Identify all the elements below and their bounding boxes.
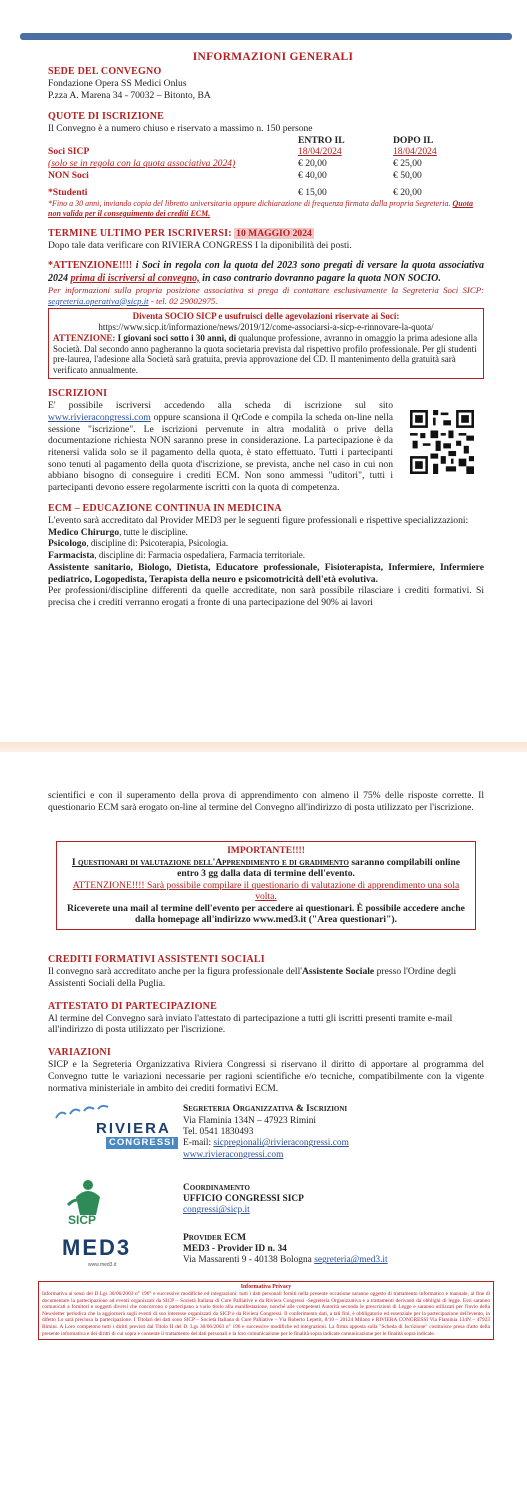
general-title: INFORMAZIONI GENERALI (192, 51, 354, 63)
importante-title: IMPORTANTE!!!! (227, 845, 305, 857)
termine-text: Dopo tale data verificare con RIVIERA CONGRESS I la diponibilità dei posti. (48, 239, 352, 251)
attestato-text: Al termine del Convegno sarà inviato l'attestato di partecipazione a tutti gli iscritti presenti tramite e-mail all'indirizzo di posta utilizzato per l'iscrizione. (48, 1012, 453, 1036)
segreteria-soci-email[interactable]: segreteria.operativa@sicp.it (48, 295, 149, 306)
importante-l2: ATTENZIONE!!!! Sarà possibile compilare il questionario di valutazione di apprendimento una sola volta. (72, 879, 460, 903)
med3-logo: MED3 www.med3.it (62, 1234, 132, 1268)
col-dopo: DOPO IL (393, 134, 434, 146)
coordinamento-row (48, 1175, 484, 1227)
socio-url[interactable]: https://www.sicp.it/informazione/news/2019/12/come-associarsi-a-sicp-e-rinnovare-la-quota/ (98, 322, 434, 333)
sede-heading: SEDE DEL CONVEGNO (48, 66, 162, 78)
studenti-row (48, 187, 484, 199)
variazioni-section (48, 1047, 484, 1094)
importante-box (56, 841, 476, 930)
date-dopo: 18/04/2024 (393, 146, 437, 158)
ecm-p1: Per professioni/discipline differenti da quelle accreditate, non sarà possibile rilasciare i crediti formativi. Si precisa che i crediti verranno erogati a fronte di una partecipazione del 90% ai lavori (48, 585, 484, 608)
variazioni-text: SICP e la Segreteria Organizzativa Riviera Congressi si riservano il diritto di apportare al programma del Convegno tutte le variazioni necessarie per ragioni scientifiche e/o tecniche, compatibilmente con la vigente normativa ministeriale in ambito dei crediti formativi ECM. (48, 1059, 484, 1094)
sicp-logo: SICP (48, 1175, 183, 1227)
nonsoci-entro: € 40,00 (298, 169, 327, 181)
studenti-dopo: € 20,00 (393, 187, 422, 199)
segreteria-site-link[interactable]: www.rivieracongressi.com (183, 1149, 284, 1160)
termine-section (48, 228, 484, 252)
segreteria-info: Segreteria Organizzativa & Iscrizioni Via Flaminia 134N – 47923 Rimini Tel. 0541 1830493 E-mail: sicpregionali@rivieracongressi.com www.rivieracongressi.com (183, 1104, 349, 1160)
iscrizioni-text: E' possibile iscriversi accedendo alla scheda di iscrizione sul sito www.rivieracongressi.com oppure scansiona il QrCode e compila la scheda on-line nella sessione "iscrizione". Le iscrizioni pervenute in altra modalità o prive della documentazione richiesta NON saranno prese in considerazione. La partecipazione è da ritenersi valida solo se il pagamento della quota, è stato effettuato. Tutti i partecipanti sono tenuti al pagamento della quota d'iscrizione, se prevista, anche nel caso in cui non abbiano bisogno di conseguire i crediti ECM. Non sono ammessi "uditori", tutti i partecipanti devono essere regolarmente iscritti con la quota di competenza. (48, 400, 393, 494)
quote-heading: QUOTE DI ISCRIZIONE (48, 110, 165, 122)
termine-date: 10 MAGGIO 2024 (236, 227, 312, 239)
studenti-entro: € 15,00 (298, 187, 327, 199)
page-two (42, 790, 490, 1340)
riviera-site-link[interactable]: www.rivieracongressi.com (48, 411, 151, 423)
importante-l3: Riceverete una mail al termine dell'evento per accedere ai questionari. È possibile accedere anche dalla homepage all'indirizzo www.med3.it ("Area questionari"). (67, 902, 465, 926)
privacy-title: Informativa Privacy (240, 1283, 292, 1290)
socio-title: Diventa SOCIO SICP e usufruisci delle agevolazioni riservate ai Soci: (132, 311, 400, 322)
attenzione-info: Per informazioni sulla propria posizione associativa si prega di contattare esclusivamente la Segreteria Soci SICP: segreteria.operativa@sicp.it - tel. 02 29002975. (48, 284, 484, 306)
ecm-p2: scientifici e con il superamento della prova di apprendimento con almeno il 75% delle risposte corrette. Il questionario ECM sarà erogato on-line al termine del Convegno all'indirizzo di posta utilizzato per l'iscrizione. (48, 790, 484, 813)
segreteria-row (48, 1104, 484, 1160)
segreteria-email-link[interactable]: sicpregionali@rivieracongressi.com (213, 1138, 349, 1149)
nonsoci-dopo: € 50,00 (393, 169, 422, 181)
coordinamento-email-link[interactable]: congressi@sicp.it (183, 1205, 250, 1216)
provider-info: Provider ECM MED3 - Provider ID n. 34 Via Massarenti 9 - 40138 Bologna segreteria@med3.it (183, 1232, 388, 1266)
socio-text: ATTENZIONE: I giovani soci sotto i 30 anni, di qualunque professione, avranno in omaggio la prima adesione alla Società. Dal secondo anno pagheranno la quota societaria prevista dal rispettivo profilo professionale. Per gli studenti pre-laurea, l'adesione alla Società sarà gratuita, previa approvazione del CD. Il mantenimento della gratuità sarà verificato annualmente. (53, 332, 478, 376)
soci-dopo: € 25,00 (393, 157, 422, 169)
riviera-congressi-logo: RIVIERA CONGRESSI (48, 1104, 183, 1156)
studenti-note: *Fino a 30 anni, inviando copia del libretto universitario oppure dichiarazione di frequenza firmata dalla propria Segreteria. Quota non valida per il conseguimento dei crediti ECM. (48, 199, 473, 218)
coordinamento-info: Coordinamento UFFICIO CONGRESSI SICP congressi@sicp.it (183, 1182, 304, 1216)
privacy-box (38, 1281, 494, 1341)
iscrizioni-section (48, 388, 484, 494)
iscrizioni-heading: ISCRIZIONI (48, 388, 108, 399)
quote-table (48, 135, 484, 182)
crediti-text: Il convegno sarà accreditato anche per la figura professionale dell'Assistente Sociale presso l'Ordine degli Assistenti Sociali della Puglia. (48, 966, 457, 989)
soci-entro: € 20,00 (298, 157, 327, 169)
date-entro: 18/04/2024 (298, 146, 342, 158)
crediti-section (48, 954, 484, 990)
studenti-label: *Studenti (48, 187, 88, 199)
attenzione-section: *ATTENZIONE!!!! i Soci in regola con la quota del 2023 sono pregati di versare la quota associativa 2024 prima di iscriversi al convegno, in caso contrario dovranno pagare la quota NON SOCIO. Per informazioni sulla propria posizione associativa si prega di contattare esclusivamente la Segreteria Soci SICP: segreteria.operativa@sicp.it - tel. 02 29002975. (48, 260, 485, 306)
qr-code-icon[interactable] (410, 410, 474, 474)
provider-email-link[interactable]: segreteria@med3.it (314, 1255, 388, 1266)
page-divider (0, 742, 527, 752)
soci-label: Soci SICP (48, 146, 90, 158)
quote-intro: Il Convegno è a numero chiuso e riservato a massimo n. 150 persone (48, 122, 313, 134)
ecm-altre: Assistente sanitario, Biologo, Dietista, Educatore professionale, Fisioterapista, Infermiere, Infermiere pediatrico, Logopedista, Terapista della neuro e psicomotricità dell'età evolutiva. (48, 561, 484, 585)
ecm-intro: L'evento sarà accreditato dal Provider MED3 per le seguenti figure professionali e rispettive specializzazioni: (48, 515, 469, 526)
provider-row (48, 1233, 484, 1273)
variazioni-heading: VARIAZIONI (48, 1047, 111, 1059)
sede-line1: Fondazione Opera SS Medici Onlus (48, 78, 187, 90)
ecm-farma: Farmacista, discipline di: Farmacia ospedaliera, Farmacia territoriale. (48, 550, 306, 562)
crediti-heading: CREDITI FORMATIVI ASSISTENTI SOCIALI (48, 953, 265, 965)
attestato-heading: ATTESTATO DI PARTECIPAZIONE (48, 1000, 217, 1012)
nonsoci-label: NON Soci (48, 169, 89, 181)
socio-box (48, 308, 484, 379)
quote-section (48, 111, 484, 219)
soci-note: (solo se in regola con la quota associativa 2024) (48, 157, 236, 169)
col-entro: ENTRO IL (298, 134, 345, 146)
attestato-section (48, 1001, 484, 1037)
ecm-medico: Medico Chirurgo, tutte le discipline. (48, 526, 188, 538)
top-decorative-bar (20, 33, 512, 40)
importante-l1: I questionari di valutazione dell'Apprendimento e di gradimento saranno compilabili online entro 3 gg dalla data di termine dell'evento. (71, 856, 461, 880)
ecm-heading: ECM – EDUCAZIONE CONTINUA IN MEDICINA (48, 502, 282, 514)
termine-line: TERMINE ULTIMO PER ISCRIVERSI: 10 MAGGIO 2024 (48, 227, 312, 239)
ecm-psico: Psicologo, discipline di: Psicoterapia, Psicologia. (48, 538, 229, 550)
sede-section (48, 66, 484, 102)
page-one (48, 50, 484, 609)
privacy-text: Informativa ai sensi del D.Lgs 30/06/2003 n° 196° e successive modifiche ed integrazioni: tutti i dati personali forniti nella presente occasione saranno oggetto di trattamento informatico e manuale, al fine di documentare la partecipazione ad eventi organizzati da SICP – Società Italiana di Cure Palliative e da Riviera Congressi -Segreteria Organizzativa e a trattamenti derivanti da obblighi di legge. Essi saranno comunicati a fornitori e soggetti diversi che concorrono o partecipano a vario titolo alla manifestazione, nonché alle competenti Autorità secondo le prescrizioni di Legge e saranno utilizzati per l'invio della Newsletter periodica che la aggiornerà sugli eventi di suo interesse organizzati da SICP e da Riviera Congressi. Il conferimento dati, a tali fini, è obbligatorio ed essenziale per la partecipazione dell'evento, in difetto Lo sarà preclusa la partecipazione. I Titolari dei dati sono SICP – Società Italiana di Cure Palliative – Via Roberto Lepetit, 8/10 – 20124 Milano e RIVIERA CONGRESSI Via Flaminia 134N – 47923 Rimini. A Loro competono tutti i diritti previsti dal Titolo II del D. Lgs 30/06/2003 n° 196 e successive modifiche ed integrazioni. La firma apposta sulla "Scheda di Iscrizione" costituisce presa d'atto della presente informativa e dei diritti di cui sopra e consente il trattamento dei dati personali e la loro comunicazione per le finalità sopra indicate comunicazione per le finalità sopra indicate. (42, 1291, 490, 1337)
ecm-section (48, 503, 484, 609)
sede-line2: P.zza A. Marena 34 - 70032 – Bitonto, BA (48, 89, 211, 101)
